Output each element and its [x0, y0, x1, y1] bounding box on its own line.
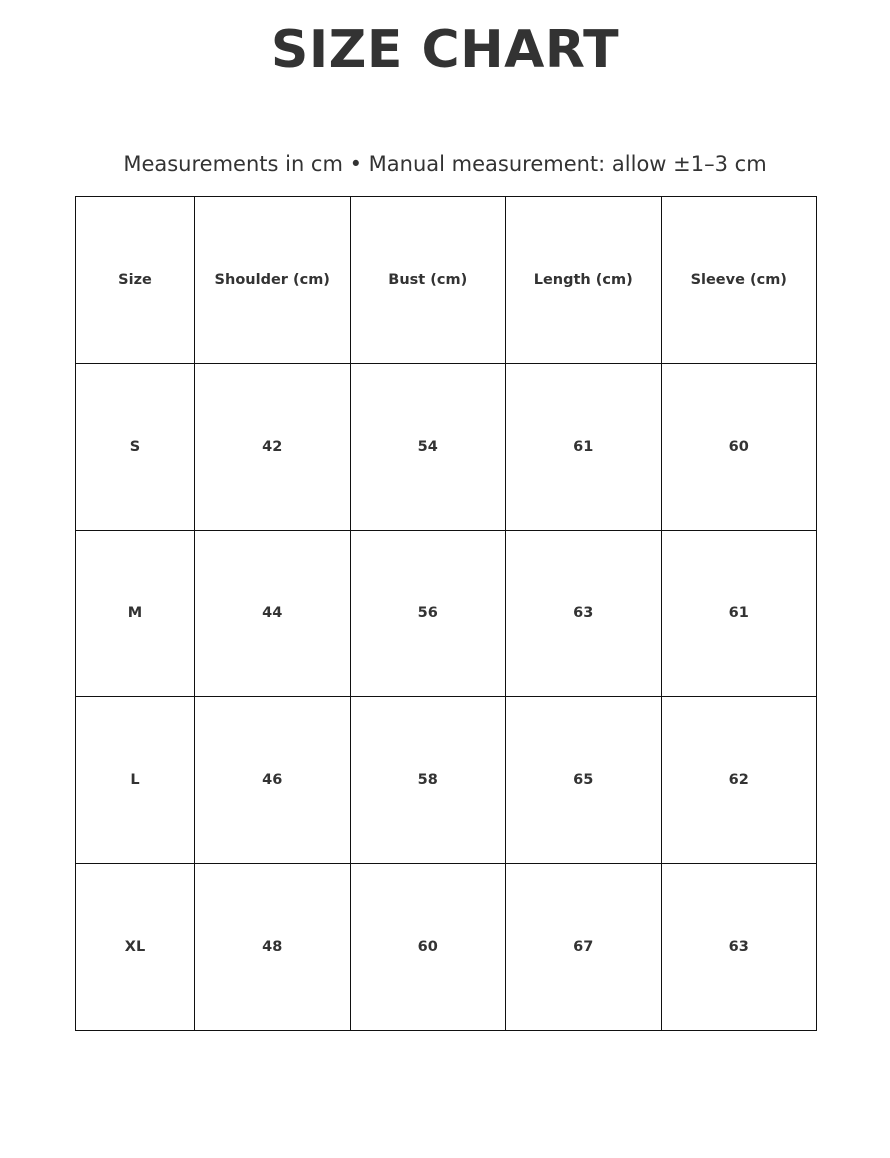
cell-size: L	[76, 697, 195, 864]
table-header-row	[76, 197, 817, 364]
header-shoulder: Shoulder (cm)	[195, 197, 351, 364]
table-row	[76, 530, 817, 697]
header-length: Length (cm)	[506, 197, 662, 364]
cell-size: M	[76, 530, 195, 697]
cell-sleeve: 60	[661, 363, 817, 530]
table-row	[76, 864, 817, 1031]
cell-bust: 60	[350, 864, 506, 1031]
header-bust: Bust (cm)	[350, 197, 506, 364]
header-size: Size	[76, 197, 195, 364]
table-row	[76, 697, 817, 864]
cell-length: 67	[506, 864, 662, 1031]
cell-length: 61	[506, 363, 662, 530]
cell-size: S	[76, 363, 195, 530]
cell-bust: 54	[350, 363, 506, 530]
cell-size: XL	[76, 864, 195, 1031]
cell-bust: 58	[350, 697, 506, 864]
cell-length: 63	[506, 530, 662, 697]
page-subtitle: Measurements in cm • Manual measurement: allow ±1–3 cm	[123, 152, 767, 176]
page-title: SIZE CHART	[270, 20, 620, 80]
header-sleeve: Sleeve (cm)	[661, 197, 817, 364]
cell-sleeve: 62	[661, 697, 817, 864]
table-row	[76, 363, 817, 530]
cell-sleeve: 63	[661, 864, 817, 1031]
cell-shoulder: 44	[195, 530, 351, 697]
cell-sleeve: 61	[661, 530, 817, 697]
size-chart-table	[75, 196, 817, 1031]
cell-shoulder: 42	[195, 363, 351, 530]
cell-length: 65	[506, 697, 662, 864]
cell-shoulder: 46	[195, 697, 351, 864]
cell-bust: 56	[350, 530, 506, 697]
cell-shoulder: 48	[195, 864, 351, 1031]
